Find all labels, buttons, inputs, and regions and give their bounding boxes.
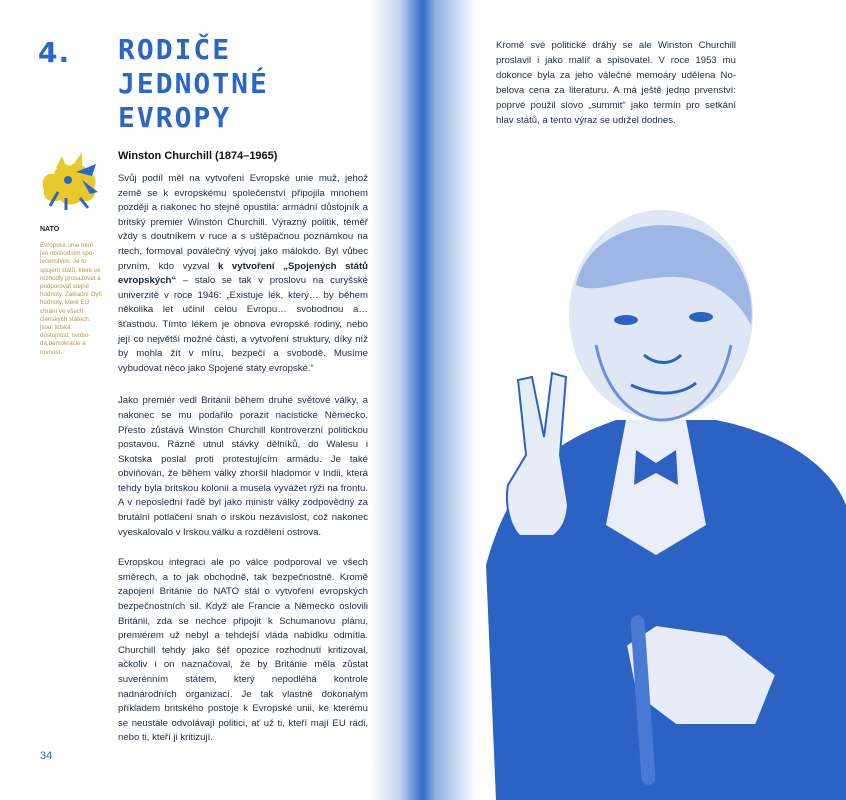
sidebar-text: Evropská unie není jen obchodním společenstvím. Je to spojení států, které se rozhodly prosazovat a podporovat stejné hodnoty. Základní čtyři hodnoty, které EU chrání ve všech členských státech, jsou: lidská důstojnost, svoboda,demokracie a rovnost.	[40, 242, 102, 356]
emphasis: k vytvoření „Spojených států evropských“	[118, 260, 369, 287]
paragraph-2: Jako premiér vedl Británii během druhé světové války, a nakonec se mu podařilo porazit nacistické Německo. Přesto zůstává Winston Churchill kontroverzní politickou postavou. Rázně utnul stávky dělníků, do Walesu i Skotska poslal proti protestujícím armádu. Je také obviňován, že během války zhoršil hladomor v Indii, která tehdy byla britskou kolonií a musela vyvážet rýži na frontu. A v neposlední řadě byl jako ministr války zodpovědný za brutální potlačení snah o irskou nezávislost, což nakonec vyeskalovalo v Irskou válku a rozdělení ostrova.	[118, 395, 368, 538]
churchill-portrait-illustration	[456, 205, 846, 800]
chapter-title: RODIČE JEDNOTNÉ EVROPY	[118, 33, 269, 134]
body-text	[118, 172, 368, 760]
page-number-left: 34	[40, 750, 53, 762]
paragraph-3: Evropskou integraci ale po válce podporoval ve všech směrech, a to jak obchodně, tak bezpečnostně. Kromě zapojení Británie do NATO stál o vytvoření evropských bezpečnostních sil. Když ale Francie a Německo oslovili Británii, zda se nechce připojit k Schumanovu plánu, premiérem už nebyl a tehdejší vláda nabídku odmítla. Churchill tehdy jako šéf opozice rozhodnutí kritizoval, ačkoliv i on naznačoval, že by Británie měla zůstat suverénním státem, který nepodléhá kontrole nadnárodních organizací. Je tak vlastně dokonalým příkladem britského postoje k Evropské unii, ke kterému se neustále odvolávají politici, ať už ti, kteří mají EU rádi, nebo ti, kteří ji kritizují.	[118, 557, 368, 744]
sidebar-label: NATO	[40, 226, 60, 233]
lion-emblem-icon	[36, 146, 104, 214]
chapter-number: 4.	[38, 36, 71, 69]
right-page-text: Kromě své politické dráhy se ale Winston Churchill proslavil i jako malíř a spisovatel. V roce 1953 mu dokonce byla za jeho válečné memoáry udělena Nobelova cena za literaturu. A má ještě jedno prvenství: poprvé použil slovo „summit“ jako termín pro setkání hlav států, a tento výraz se udržel dodnes.	[496, 40, 736, 126]
section-heading: Winston Churchill (1874–1965)	[118, 150, 278, 162]
page-number-right: 35	[790, 750, 803, 762]
paragraph-1: Svůj podíl měl na vytvoření Evropské unie muž, jehož země se k evropskému společenství připojila mnohem později a nakonec ho stejně opustila: armádní důstojník a britský premiér Winston Churchill. Výrazný politik, téměř vždy s doutníkem v ruce a s uštěpačnou poznámkou na rtech, formoval poválečný vývoj jako málokdo. Byl vůbec prvním, kdo vyzval k vytvoření „Spojených států evropských“ – stalo se tak v proslovu na curyšské univerzitě v roce 1946: „Existuje lék, který… by během několika let učinil celou Evropu… svobodnou a… šťastnou. Tímto lékem je obnova evropské rodiny, nebo její co největší možné části, a vytvoření struktury, díky níž by mohla žít v míru, bezpečí a svobodě. Musíme vybudovat něco jako Spojené státy evropské.“	[118, 173, 369, 374]
